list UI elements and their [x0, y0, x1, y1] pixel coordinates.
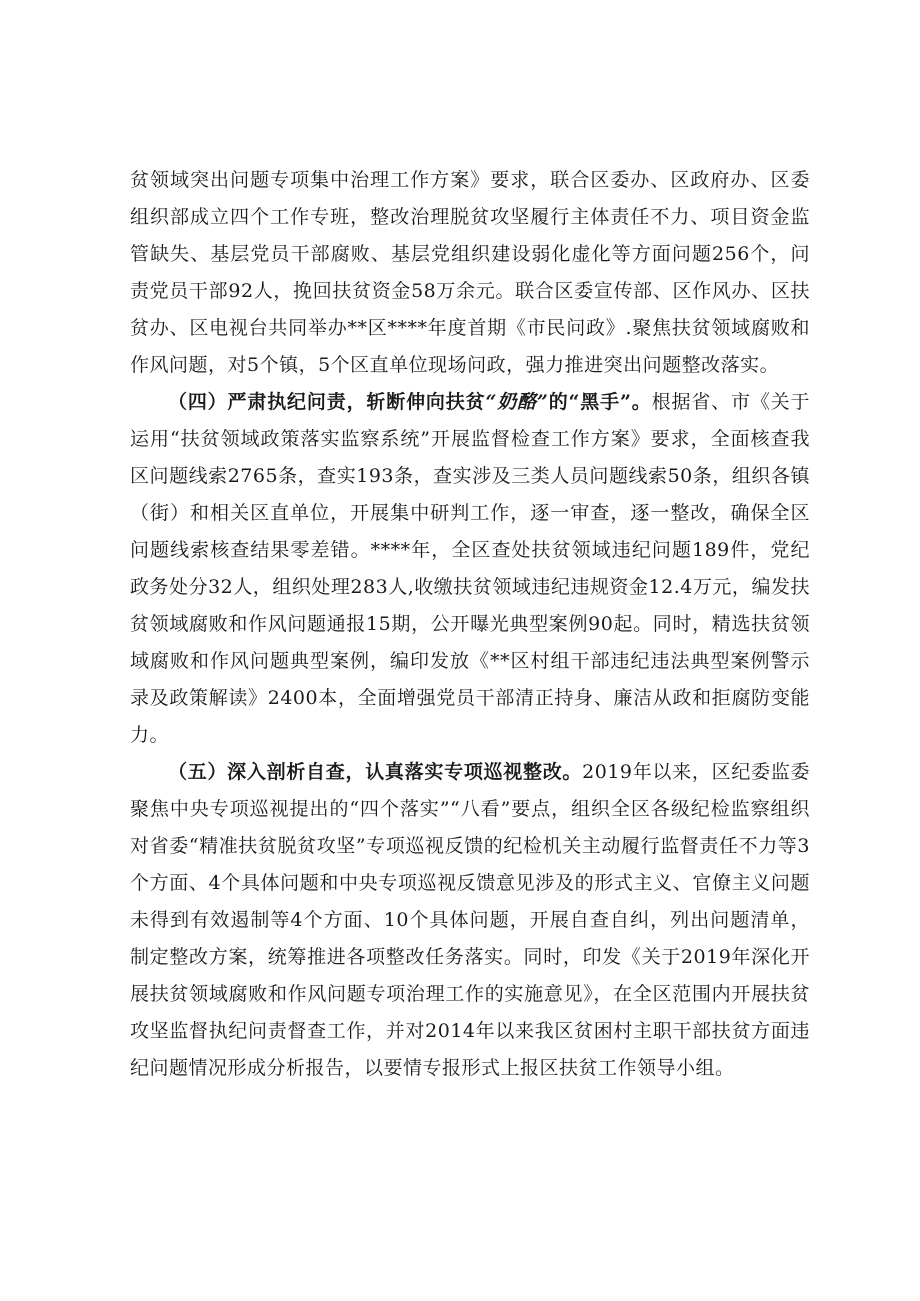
paragraph-section-four	[130, 384, 810, 754]
section-heading-four-pre: （四）严肃执纪问责，斩断伸向扶贫	[168, 391, 486, 413]
section-heading-four	[168, 391, 652, 413]
section-heading-four-post: 的“黑手”。	[548, 391, 652, 413]
section-heading-five: （五）深入剖析自查，认真落实专项巡视整改。	[168, 761, 583, 783]
paragraph-section-five	[130, 754, 810, 1087]
paragraph-text: 贫领域突出问题专项集中治理工作方案》要求，联合区委办、区政府办、区委组织部成立四个工作专班，整改治理脱贫攻坚履行主体责任不力、项目资金监管缺失、基层党员干部腐败、基层党组织建设弱化虚化等方面问题256个，问责党员干部92人，挽回扶贫资金58万余元。联合区委宣传部、区作风办、区扶贫办、区电视台共同举办**区****年度首期《市民问政》.聚焦扶贫领域腐败和作风问题，对5个镇，5个区直单位现场问政，强力推进突出问题整改落实。	[130, 169, 810, 376]
paragraph-text: 2019年以来，区纪委监委聚焦中央专项巡视提出的“四个落实”“八看”要点，组织全区各级纪检监察组织对省委“精准扶贫脱贫攻坚”专项巡视反馈的纪检机关主动履行监督责任不力等3个方面、4个具体问题和中央专项巡视反馈意见涉及的形式主义、官僚主义问题未得到有效遏制等4个方面、10个具体问题，开展自查自纠，列出问题清单，制定整改方案，统筹推进各项整改任务落实。同时，印发《关于2019年深化开展扶贫领域腐败和作风问题专项治理工作的实施意见》，在全区范围内开展扶贫攻坚监督执纪问责督查工作，并对2014年以来我区贫困村主职干部扶贫方面违纪问题情况形成分析报告，以要情专报形式上报区扶贫工作领导小组。	[130, 761, 810, 1079]
paragraph-continued	[130, 162, 810, 384]
paragraph-text: 根据省、市《关于运用“扶贫领域政策落实监察系统”开展监督检查工作方案》要求，全面核查我区问题线索2765条，查实193条，查实涉及三类人员问题线索50条，组织各镇（街）和相关区直单位，开展集中研判工作，逐一审查，逐一整改，确保全区问题线索核查结果零差错。****年，全区查处扶贫领域违纪问题189件，党纪政务处分32人，组织处理283人,收缴扶贫领域违纪违规资金12.4万元，编发扶贫领域腐败和作风问题通报15期，公开曝光典型案例90起。同时，精选扶贫领域腐败和作风问题典型案例，编印发放《**区村组干部违纪违法典型案例警示录及政策解读》2400本，全面增强党员干部清正持身、廉洁从政和拒腐防变能力。	[130, 391, 810, 746]
document-body	[130, 162, 810, 1087]
section-heading-four-quote: “奶酪”	[485, 391, 549, 413]
